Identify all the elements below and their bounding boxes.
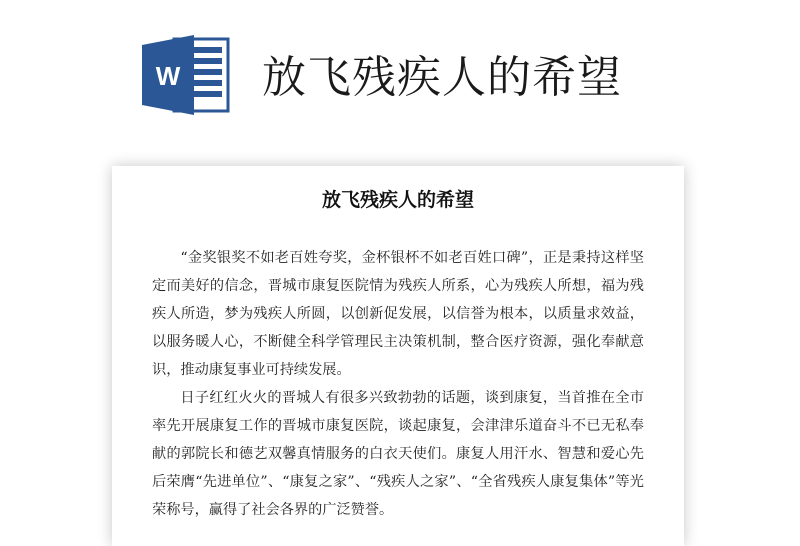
header-banner bbox=[0, 0, 800, 140]
document-title: 放飞残疾人的希望 bbox=[321, 189, 474, 211]
svg-text:W: W bbox=[155, 61, 181, 91]
word-icon bbox=[140, 33, 232, 117]
header-title: 放飞残疾人的希望 bbox=[262, 52, 622, 103]
paragraph: “金奖银奖不如老百姓夸奖，金杯银杯不如老百姓口碑”，正是秉持这样坚定而美好的信念，晋城市康复医院情为残疾人所系，心为残疾人所想，福为残疾人所造，梦为残疾人所圆，以创新促发展，以信誉为根本，以质量求效益，以服务暖人心，不断健全科学管理民主决策机制，整合医疗资源，强化奉献意识，推动康复事业可持续发展。 bbox=[152, 250, 644, 378]
document-body bbox=[152, 244, 644, 524]
paragraph: 日子红红火火的晋城人有很多兴致勃勃的话题，谈到康复，当首推在全市率先开展康复工作的晋城市康复医院，谈起康复，会津津乐道奋斗不已无私奉献的郭院长和德艺双馨真情服务的白衣天使们。康复人用汗水、智慧和爱心先后荣膺“先进单位”、“康复之家”、“残疾人之家”、“全省残疾人康复集体”等光荣称号，赢得了社会各界的广泛赞誉。 bbox=[152, 390, 644, 518]
document-page bbox=[112, 166, 684, 546]
